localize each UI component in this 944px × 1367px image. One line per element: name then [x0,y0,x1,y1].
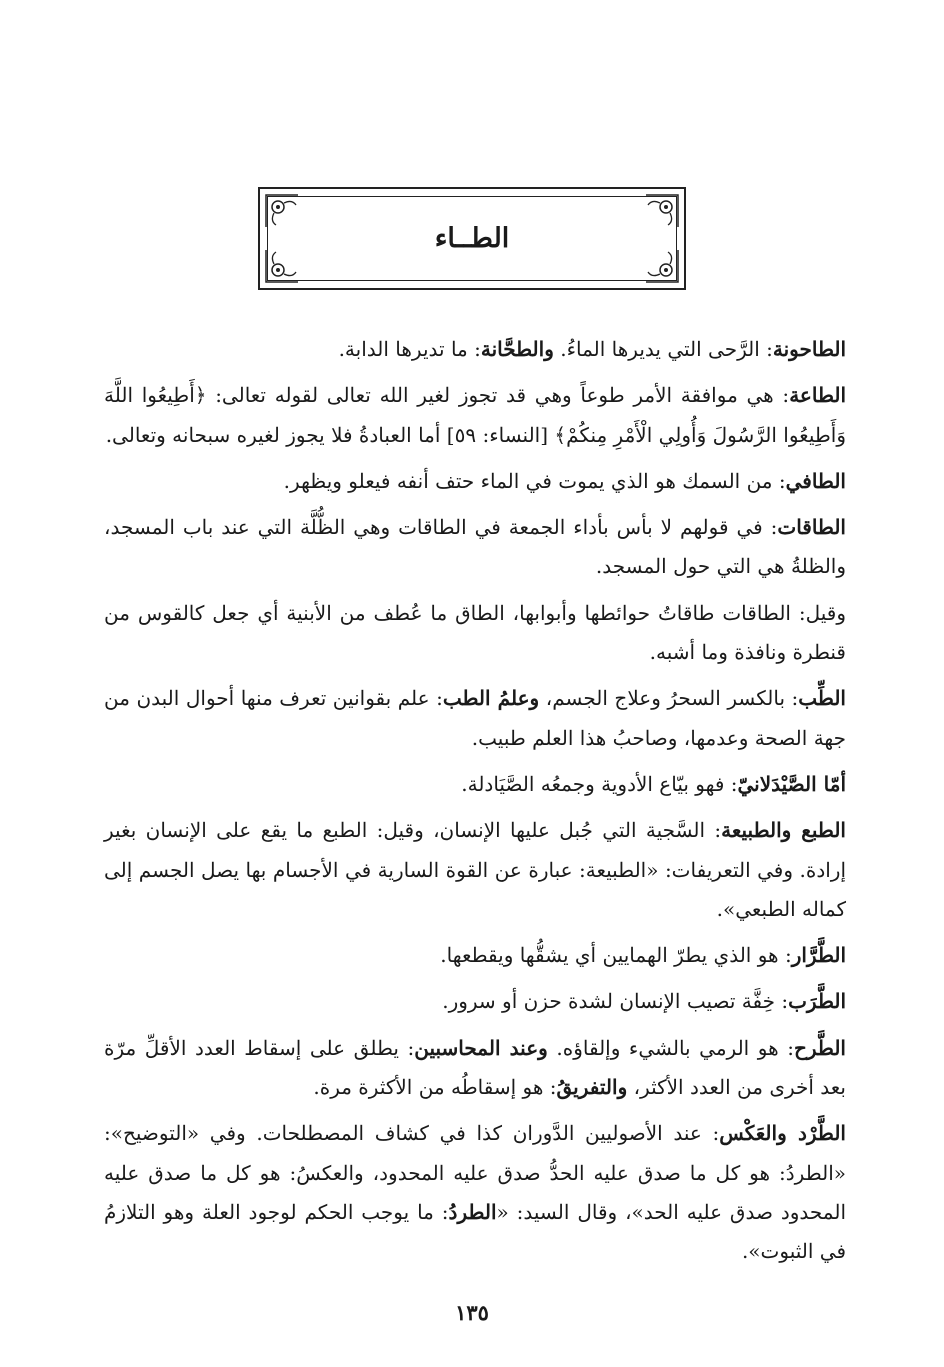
entry-definition: : هو إسقاطُه من الأكثرة مرة. [313,1075,557,1100]
entry-definition: : الرَّحى التي يديرها الماءُ. [553,337,773,361]
entry-term: وعلمُ الطب [442,686,540,711]
entry-paragraph [104,1114,846,1271]
entry-term: والطحَّانة [480,337,554,361]
entry-tahuna [104,330,846,369]
entry-paragraph [104,1029,846,1108]
entry-term: والتفريقُ [556,1075,628,1100]
entry-term: الطَّرَب [788,989,846,1014]
entry-tarh [104,1029,846,1108]
entry-taqat [104,508,846,672]
entry-paragraph [104,462,846,501]
entry-definition: : بالكسر السحرُ وعلاج الجسم، [539,686,799,711]
entry-tibb [104,679,846,758]
entry-continuation: وقيل: الطاقات طاقاتُ حوائطها وأبوابها، الطاق ما عُطف من الأبنية أي جعل كالقوس من قنطرة ونافذة وما أشبه. [104,600,846,665]
entry-tard-wal-aks [104,1114,846,1271]
entry-paragraph [104,982,846,1021]
entry-term: الطردُ [448,1199,497,1224]
entry-paragraph [104,508,846,587]
entry-definition: : هي موافقة الأمر طوعاً وهي قد تجوز لغير الله تعالى لقوله تعالى: ﴿أَطِيعُوا اللَّهَ وَأَطِيعُوا الرَّسُولَ وَأُولِي الْأَمْرِ مِنكُمْ﴾ [النساء: ٥٩] أما العبادةُ فلا يجوز لغيره سبحانه وتعالى. [104,383,846,447]
entry-definition: : ما يوجب الحكم لوجود العلة وهو التلازمُ في الثبوت». [104,1199,846,1264]
entry-paragraph [104,376,846,455]
chapter-title: الطــاء [434,223,510,254]
entry-term: الطاقات [777,515,846,540]
entry-definition: : فهو بيّاع الأدوية وجمعُه الصَّيَادلة. [461,771,738,796]
dictionary-body [104,330,846,1279]
entry-definition: : يطلق على إسقاط العدد الأقلِّ مرّة بعد أخرى من العدد الأكثر، [104,1035,846,1100]
entry-definition: : خِفَّة تصيب الإنسان لشدة حزن أو سرور. [442,989,789,1014]
entry-term: الطِّب [798,686,846,711]
entry-definition: : ما تديرها الدابة. [338,337,481,361]
chapter-heading-frame [258,187,686,290]
entry-definition: : هو الرمي بالشيء وإلقاؤه. [547,1035,794,1060]
entry-paragraph [104,679,846,758]
entry-taa [104,376,846,455]
entry-definition: : عند الأصوليين الدَّوران كذا في كشاف المصطلحات. وفي «التوضيح»: «الطردُ: هو كل ما صدق عليه الحدُّ صدق عليه المحدود، والعكسُ: هو كل ما صدق عليه المحدود صدق عليه الحد»، وقال السيد: « [104,1121,847,1224]
entry-term: الطاعة [789,383,846,408]
entry-term: الطبع والطبيعة [721,818,846,843]
page-number: ١٣٥ [455,1300,489,1325]
entry-paragraph [104,811,846,929]
entry-term: أمّا الصَّيْدَلانيّ [737,771,846,796]
entry-paragraph [104,765,846,804]
entry-tarab [104,982,846,1021]
entry-term: الطَّرَّار [791,943,846,968]
entry-definition: : في قولهم لا بأس بأداء الجمعة في الطاقات وهي الظُّلَّة التي عند باب المسجد، والظلةُ هي التي حول المسجد. [104,515,846,579]
entry-saydalani [104,765,846,804]
entry-definition: : هو الذي يطرّ الهمايين أي يشقُّها ويقطعها. [440,943,792,968]
entry-tab [104,811,846,929]
entry-term: وعند المحاسبين [414,1035,548,1060]
entry-paragraph [104,330,846,369]
entry-term: الطاحونة [772,337,846,361]
entry-definition: : من السمك هو الذي يموت في الماء حتف أنفه فيعلو ويظهر. [283,468,786,493]
entry-definition: : علم بقوانين تعرف منها أحوال البدن من جهة الصحة وعدمها، وصاحبُ هذا العلم طبيب. [104,686,846,750]
entry-term: الطَّرْد والعَكْس [719,1121,846,1146]
entry-term: الطافي [785,468,846,493]
entry-tarrar [104,936,846,975]
entry-paragraph [104,936,846,975]
entry-definition: : السَّجية التي جُبل عليها الإنسان، وقيل: الطبع ما يقع على الإنسان بغير إرادة. وفي التعريفات: «الطبيعة: عبارة عن القوة السارية في الأجسام بها يصل الجسم إلى كماله الطبعي». [104,818,846,921]
entry-term: الطَّرح [793,1035,846,1060]
entry-tafi [104,462,846,501]
